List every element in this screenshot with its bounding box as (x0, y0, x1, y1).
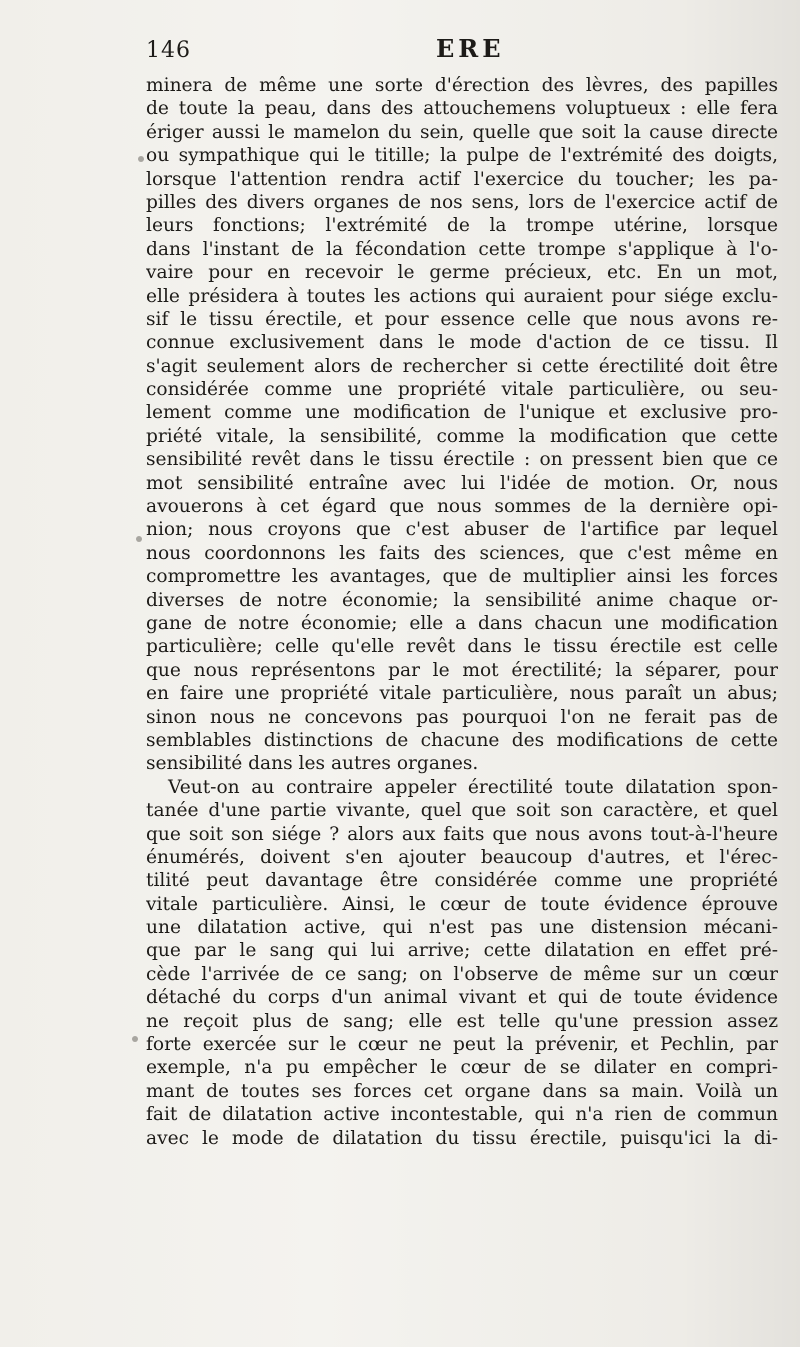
text-line: mant de toutes ses forces cet organe dans sa main. Voilà un (146, 1080, 778, 1102)
text-line: forte exercée sur le cœur ne peut la prévenir, et Pechlin, par (146, 1034, 778, 1056)
text-line: que soit son siége ? alors aux faits que nous avons tout-à-l'heure (146, 823, 778, 845)
text-line: priété vitale, la sensibilité, comme la modification que cette (146, 425, 778, 447)
text-line: considérée comme une propriété vitale particulière, ou seu- (146, 379, 778, 401)
text-line: sinon nous ne concevons pas pourquoi l'on ne ferait pas de (146, 706, 778, 728)
text-line: gane de notre économie; elle a dans chacun une modification (146, 612, 778, 634)
text-line: que par le sang qui lui arrive; cette dilatation en effet pré- (146, 940, 778, 962)
text-line: mot sensibilité entraîne avec lui l'idée de motion. Or, nous (146, 472, 778, 494)
text-line: elle présidera à toutes les actions qui auraient pour siége exclu- (146, 285, 778, 307)
text-line: sensibilité revêt dans le tissu érectile : on pressent bien que ce (146, 449, 778, 471)
body-text (146, 74, 778, 1150)
text-line: pilles des divers organes de nos sens, lors de l'exercice actif de (146, 191, 778, 213)
text-line: semblables distinctions de chacune des modifications de cette (146, 729, 778, 751)
text-line: tanée d'une partie vivante, quel que soit son caractère, et quel (146, 800, 778, 822)
text-line: une dilatation active, qui n'est pas une distension mécani- (146, 917, 778, 939)
text-line: ériger aussi le mamelon du sein, quelle que soit la cause directe (146, 121, 778, 143)
text-line: vitale particulière. Ainsi, le cœur de toute évidence éprouve (146, 893, 778, 915)
text-line: ou sympathique qui le titille; la pulpe de l'extrémité des doigts, (146, 145, 778, 167)
text-line: vaire pour en recevoir le germe précieux, etc. En un mot, (146, 262, 778, 284)
text-line: leurs fonctions; l'extrémité de la trompe utérine, lorsque (146, 215, 778, 237)
text-line: nous coordonnons les faits des sciences, que c'est même en (146, 542, 778, 564)
text-line: en faire une propriété vitale particulière, nous paraît un abus; (146, 683, 778, 705)
running-head: ERE (436, 34, 505, 63)
text-line: avouerons à cet égard que nous sommes de la dernière opi- (146, 496, 778, 518)
text-line: énumérés, doivent s'en ajouter beaucoup d'autres, et l'érec- (146, 846, 778, 868)
text-line: sif le tissu érectile, et pour essence celle que nous avons re- (146, 308, 778, 330)
paragraph-first-line: Veut-on au contraire appeler érectilité toute dilatation spon- (168, 776, 778, 798)
text-line: que nous représentons par le mot érectilité; la séparer, pour (146, 659, 778, 681)
text-line: fait de dilatation active incontestable, qui n'a rien de commun (146, 1104, 778, 1126)
text-line: minera de même une sorte d'érection des lèvres, des papilles (146, 75, 778, 96)
text-line: de toute la peau, dans des attouchemens voluptueux : elle fera (146, 98, 778, 120)
text-line: diverses de notre économie; la sensibilité anime chaque or- (146, 589, 778, 611)
text-line: particulière; celle qu'elle revêt dans le tissu érectile est celle (146, 636, 778, 658)
text-line: cède l'arrivée de ce sang; on l'observe de même sur un cœur (146, 963, 778, 985)
text-line: s'agit seulement alors de rechercher si cette érectilité doit être (146, 355, 778, 377)
paper-speck (138, 156, 144, 162)
text-line: dans l'instant de la fécondation cette trompe s'applique à l'o- (146, 238, 778, 260)
text-line: lorsque l'attention rendra actif l'exercice du toucher; les pa- (146, 168, 778, 190)
text-line: lement comme une modification de l'unique et exclusive pro- (146, 402, 778, 424)
page-number: 146 (146, 38, 191, 63)
text-line: connue exclusivement dans le mode d'action de ce tissu. Il (146, 332, 778, 354)
paper-speck (136, 536, 142, 542)
text-line: tilité peut davantage être considérée comme une propriété (146, 870, 778, 892)
text-line: détaché du corps d'un animal vivant et qui de toute évidence (146, 987, 778, 1009)
text-line: nion; nous croyons que c'est abuser de l'artifice par lequel (146, 519, 778, 541)
text-line: ne reçoit plus de sang; elle est telle qu'une pression assez (146, 1010, 778, 1032)
paragraph-last-line: sensibilité dans les autres organes. (146, 753, 479, 775)
text-line: avec le mode de dilatation du tissu érectile, puisqu'ici la di- (146, 1127, 778, 1149)
paper-speck (132, 1036, 138, 1042)
text-line: compromettre les avantages, que de multiplier ainsi les forces (146, 566, 778, 588)
text-line: exemple, n'a pu empêcher le cœur de se dilater en compri- (146, 1057, 778, 1079)
